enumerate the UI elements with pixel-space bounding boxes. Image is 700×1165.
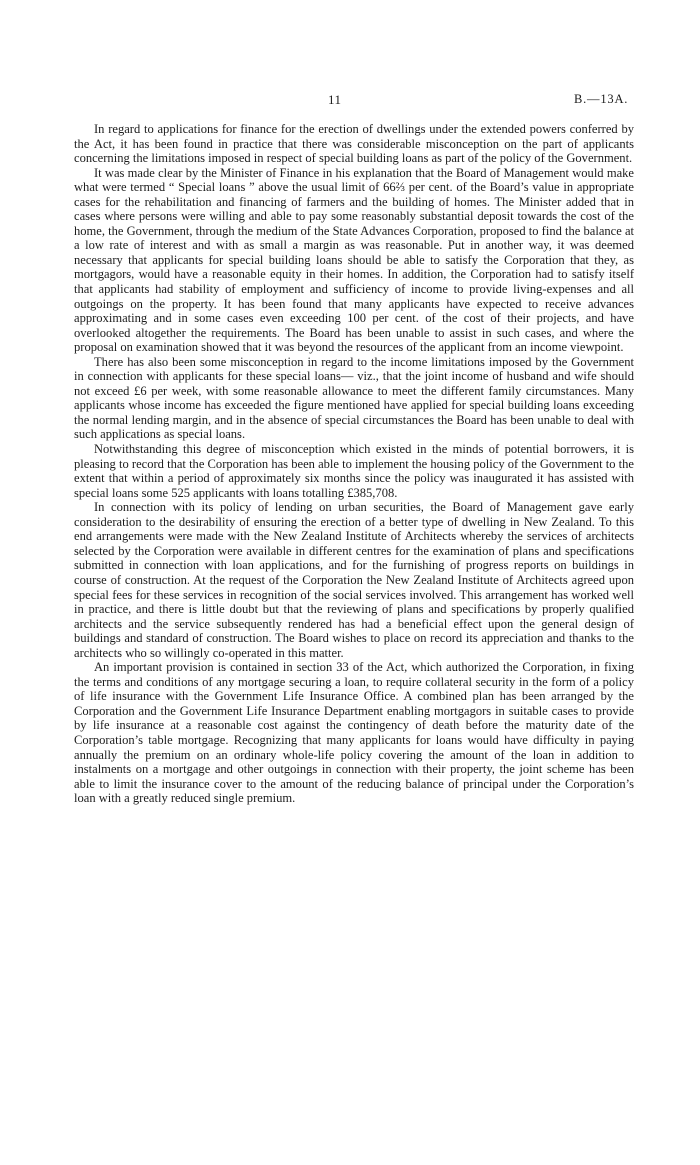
page-number: 11 — [328, 92, 342, 107]
document-code: B.—13A. — [574, 92, 629, 106]
paragraph: Notwithstanding this degree of misconception which existed in the minds of potential borrowers, it is pleasing to record that the Corporation has been able to implement the housing policy of the Government to the extent that within a period of approximately six months since the policy was inaugurated it has assisted with special loans some 525 applicants with loans totalling £385,708. — [74, 442, 634, 500]
paragraph: It was made clear by the Minister of Finance in his explanation that the Board of Management would make what were termed “ Special loans ” above the usual limit of 66⅔ per cent. of the Board’s value in appropriate cases for the rehabilitation and financing of farmers and the building of homes. The Minister added that in cases where persons were willing and able to pay some reasonably substantial deposit towards the cost of the home, the Government, through the medium of the State Advances Corporation, proposed to find the balance at a low rate of interest and with as small a margin as was reasonable. Put in another way, it was deemed necessary that applicants for special building loans should be able to satisfy the Corporation that they, as mortgagors, would have a reasonable equity in their homes. In addition, the Corporation had to satisfy itself that applicants had stability of employment and sufficiency of income to provide living-expenses and all outgoings on the property. It has been found that many applicants have expected to receive advances approximating and in some cases even exceeding 100 per cent. of the cost of their projects, and have overlooked altogether the requirements. The Board has been unable to assist in such cases, and where the proposal on examination showed that it was beyond the resources of the applicant from an income viewpoint. — [74, 165, 634, 355]
paragraph: An important provision is contained in section 33 of the Act, which authorized the Corporation, in fixing the terms and conditions of any mortgage securing a loan, to require collateral security in the form of a policy of life insurance with the Government Life Insurance Office. A combined plan has been arranged by the Corporation and the Government Life Insurance Department enabling mortgagors in suitable cases to provide by life insurance at a reasonable cost against the contingency of death before the maturity date of the Corporation’s table mortgage. Recognizing that many applicants for loans would have difficulty in paying annually the premium on an ordinary whole-life policy covering the amount of the loan in addition to instalments on a mortgage and other outgoings in connection with their property, the joint scheme has been able to limit the insurance cover to the amount of the reducing balance of principal under the Corporation’s loan with a greatly reduced single premium. — [74, 660, 634, 806]
paragraph: There has also been some misconception in regard to the income limitations imposed by the Government in connection with applicants for these special loans— viz., that the joint income of husband and wife should not exceed £6 per week, with some reasonable allowance to meet the different family circumstances. Many applicants whose income has exceeded the figure mentioned have applied for special building loans exceeding the normal lending margin, and in the absence of special circumstances the Board has been unable to deal with such applications as special loans. — [74, 354, 634, 442]
body-text — [74, 122, 634, 806]
paragraph: In regard to applications for finance for the erection of dwellings under the extended powers conferred by the Act, it has been found in practice that there was considerable misconception on the part of applicants concerning the limitations imposed in respect of special building loans as part of the policy of the Government. — [74, 122, 634, 166]
paragraph: In connection with its policy of lending on urban securities, the Board of Management gave early consideration to the desirability of ensuring the erection of a better type of dwelling in New Zealand. To this end arrangements were made with the New Zealand Institute of Architects whereby the services of architects selected by the Corporation were available in different centres for the examination of plans and specifications submitted in connection with loan applications, and for the furnishing of progress reports on buildings in course of construction. At the request of the Corporation the New Zealand Institute of Architects agreed upon special fees for these services in recognition of the social services involved. This arrangement has worked well in practice, and there is little doubt but that the reviewing of plans and specifications by properly qualified architects and the service subsequently rendered has had a beneficial effect upon the general design of buildings and standard of construction. The Board wishes to place on record its appreciation and thanks to the architects who so willingly co-operated in this matter. — [74, 500, 634, 660]
